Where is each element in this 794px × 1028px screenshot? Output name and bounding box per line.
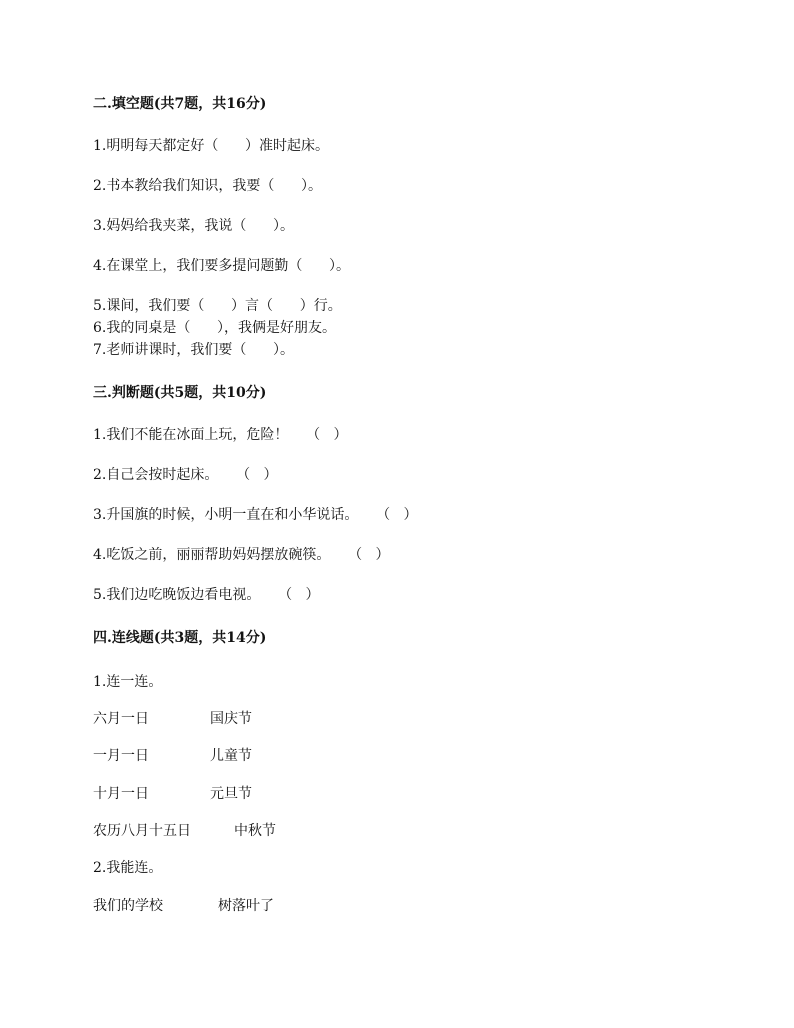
question-text: 3.升国旗的时候，小明一直在和小华说话。 （ ） [93,507,418,523]
match-right-item: 元旦节 [210,786,252,802]
match-left-item: 一月一日 [93,748,149,764]
section-heading-judge: 三.判断题(共5题，共10分) [93,385,267,401]
match-left-item: 六月一日 [93,711,149,727]
match-right-item: 树落叶了 [218,898,274,914]
match-left-item: 我们的学校 [93,898,163,914]
question-text: 4.吃饭之前，丽丽帮助妈妈摆放碗筷。 （ ） [93,547,390,563]
match-right-item: 儿童节 [210,748,252,764]
question-text: 1.明明每天都定好（ ）准时起床。 [93,138,330,154]
question-text: 2.自己会按时起床。 （ ） [93,467,278,483]
section-heading-fill-blank: 二.填空题(共7题，共16分) [93,96,267,112]
question-text: 1.我们不能在冰面上玩，危险！ （ ） [93,427,348,443]
section-heading-match: 四.连线题(共3题，共14分) [93,630,267,646]
question-text: 5.我们边吃晚饭边看电视。 （ ） [93,587,320,603]
question-text: 5.课间，我们要（ ）言（ ）行。 [93,298,342,314]
question-text: 2.书本教给我们知识，我要（ ）。 [93,178,323,194]
question-text: 6.我的同桌是（ ），我俩是好朋友。 [93,320,337,336]
match-right-item: 国庆节 [210,711,252,727]
question-text: 7.老师讲课时，我们要（ ）。 [93,342,295,358]
question-text: 4.在课堂上，我们要多提问题勤（ ）。 [93,258,351,274]
question-text: 2.我能连。 [93,860,163,876]
question-text: 3.妈妈给我夹菜，我说（ ）。 [93,218,295,234]
match-right-item: 中秋节 [234,823,276,839]
match-left-item: 农历八月十五日 [93,823,191,839]
question-text: 1.连一连。 [93,674,163,690]
match-left-item: 十月一日 [93,786,149,802]
